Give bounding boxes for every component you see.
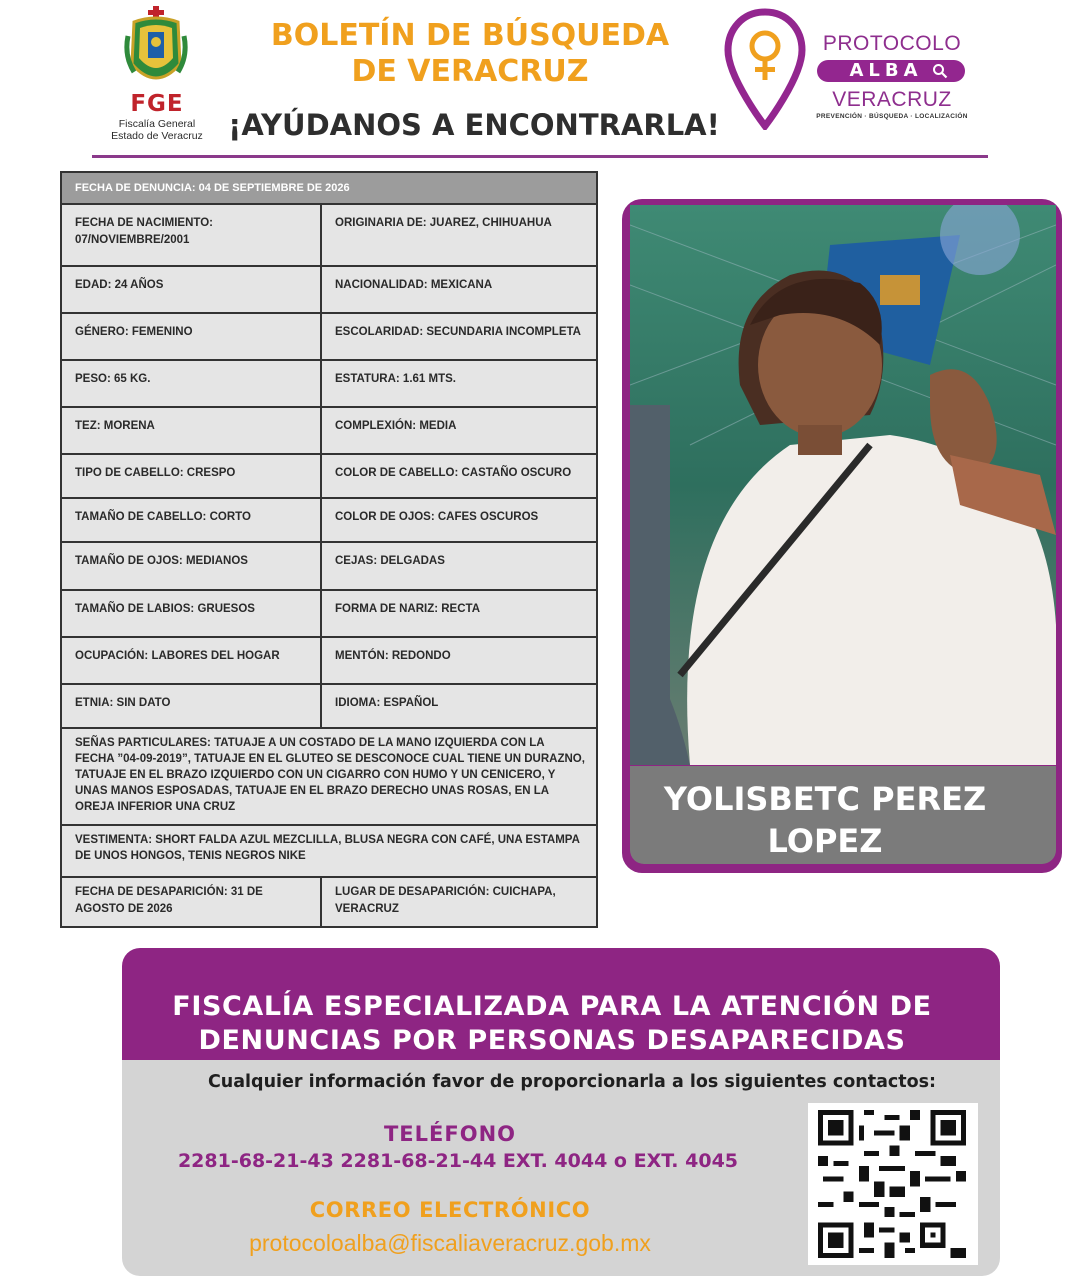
table-row [62,455,596,499]
missing-person-name [630,778,1020,862]
disappearance-date: FECHA DE DESAPARICIÓN: 31 DE AGOSTO DE 2026 [62,878,322,926]
chin: MENTÓN: REDONDO [335,650,451,662]
table-row [62,685,596,729]
alba-protocolo-text: PROTOCOLO [822,32,962,55]
nationality: NACIONALIDAD: MEXICANA [335,279,493,291]
table-row [62,499,596,543]
table-row [62,729,596,826]
table-row [62,826,596,878]
help-find-her-heading: ¡AYÚDANOS A ENCONTRARLA! [228,108,720,142]
eye-color: COLOR DE OJOS: CAFES OSCUROS [335,511,539,523]
eyebrows: CEJAS: DELGADAS [335,555,445,567]
age: EDAD: 24 AÑOS [62,267,322,312]
distinguishing-marks: SEÑAS PARTICULARES: TATUAJE A UN COSTADO DE LA MANO IZQUIERDA CON LA FECHA ”04-09-2019”, TATUAJE EN EL GLUTEO SE DESCONOCE CUAL TIENE UN DURAZNO, TATUAJE EN EL BRAZO IZQUIERDO CON UN CIGARRO CON HUMO Y UN CENICERO, Y UNAS MANOS ESPOSADAS, TATUAJE EN EL BRAZO DERECHO UNAS ROSAS, EN LA OREJA INFERIOR UNA CRUZ [75,737,585,813]
alba-veracruz-text: VERACRUZ [832,88,952,111]
disappearance-place: LUGAR DE DESAPARICIÓN: CUICHAPA, VERACRUZ [335,886,556,915]
table-row [62,314,596,361]
weight: PESO: 65 KG. [62,361,322,406]
fge-acronym: FGE [130,91,184,117]
fiscalia-line2: DENUNCIAS POR PERSONAS DESAPARECIDAS [198,1025,906,1056]
height: ESTATURA: 1.61 MTS. [335,373,456,385]
qr-code-icon[interactable] [818,1110,966,1258]
female-location-pin-icon [722,8,808,130]
hair-type: TIPO DE CABELLO: CRESPO [62,455,322,497]
lip-size: TAMAÑO DE LABIOS: GRUESOS [62,591,322,636]
table-row [62,638,596,685]
hair-color: COLOR DE CABELLO: CASTAÑO OSCURO [335,467,572,479]
bulletin-title-line2: DE VERACRUZ [351,54,589,89]
phone-label: TELÉFONO [383,1122,517,1146]
email-address[interactable]: protocoloalba@fiscaliaveracruz.gob.mx [249,1230,651,1256]
table-row [62,878,596,926]
header-divider [92,155,988,158]
bulletin-title-line1: BOLETÍN DE BÚSQUEDA [270,18,670,53]
nose-shape: FORMA DE NARIZ: RECTA [335,603,481,615]
alba-word: ALBA [849,60,923,81]
table-row [62,267,596,314]
clothing: VESTIMENTA: SHORT FALDA AZUL MEZCLILLA, BLUSA NEGRA CON CAFÉ, UNA ESTAMPA DE UNOS HONGOS, TENIS NEGROS NIKE [75,834,580,862]
table-row [62,205,596,267]
table-row [62,543,596,591]
skin-tone: TEZ: MORENA [62,408,322,453]
table-row [62,591,596,638]
birth-date: FECHA DE NACIMIENTO: 07/NOVIEMBRE/2001 [62,205,322,265]
eye-size: TAMAÑO DE OJOS: MEDIANOS [62,543,322,589]
gender: GÉNERO: FEMENINO [62,314,322,359]
schooling: ESCOLARIDAD: SECUNDARIA INCOMPLETA [335,326,581,338]
bulletin-title [240,18,700,90]
phone-numbers[interactable]: 2281-68-21-43 2281-68-21-44 EXT. 4044 o EXT. 4045 [177,1150,739,1172]
origin: ORIGINARIA DE: JUAREZ, CHIHUAHUA [335,217,552,229]
contact-instruction: Cualquier información favor de proporcionarla a los siguientes contactos: [207,1072,937,1092]
hair-length: TAMAÑO DE CABELLO: CORTO [62,499,322,541]
missing-person-photo [630,205,1056,765]
email-label: CORREO ELECTRÓNICO [309,1198,591,1222]
missing-person-data-table [60,171,598,928]
name-line2: LOPEZ [767,822,883,860]
ethnicity: ETNIA: SIN DATO [62,685,322,727]
fiscalia-line1: FISCALÍA ESPECIALIZADA PARA LA ATENCIÓN DE [172,991,932,1022]
occupation: OCUPACIÓN: LABORES DEL HOGAR [62,638,322,683]
search-icon [932,63,948,79]
table-row [62,361,596,408]
alba-tagline: PREVENCIÓN · BÚSQUEDA · LOCALIZACIÓN [816,113,968,120]
fge-logo [104,6,210,142]
fge-subtitle: Fiscalía General Estado de Veracruz [111,118,203,142]
table-row [62,408,596,455]
fiscalia-heading [122,990,982,1058]
name-line1: YOLISBETC PEREZ [663,780,987,818]
language: IDIOMA: ESPAÑOL [335,697,439,709]
veracruz-coat-of-arms-icon [124,6,188,92]
report-date: FECHA DE DENUNCIA: 04 DE SEPTIEMBRE DE 2026 [62,173,596,205]
build: COMPLEXIÓN: MEDIA [335,420,457,432]
